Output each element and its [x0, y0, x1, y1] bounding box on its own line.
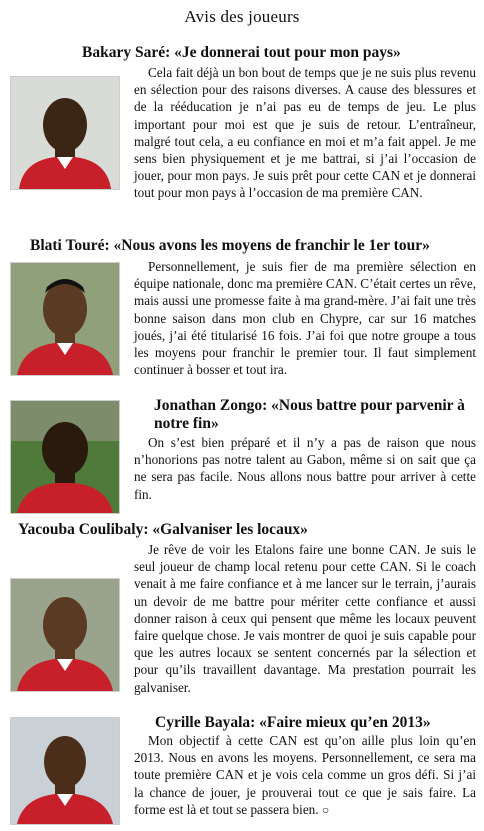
player-quote-text: Mon objectif à cette CAN est qu’on aille plus loin qu’en 2013. Nous en avons les moyens. Personnellement, ce sera ma toute première CAN et je vois cela comme un gros défi. Si j’ai la chance de jouer, je prouverai tout ce que je sais faire. La forme est là et tout se passera bien.	[134, 733, 476, 817]
player-portrait-image	[11, 718, 119, 824]
page-title: Avis des joueurs	[184, 7, 300, 26]
player-portrait-image	[11, 263, 119, 375]
player-quote: Je rêve de voir les Etalons faire une bonne CAN. Je suis le seul joueur de champ local retenu pour cette CAN. Si le coach venait à me faire confiance et à me lancer sur le terrain, j’aurais un devoir de me battre pour mériter cette confiance et aussi donner raison à ceux qui pensent que même les locaux peuvent faire quelque chose. Je vais montrer de quoi je suis capable pour que les autres locaux se sentent concernés par la sélection et pour qu’ils travaillent davantage. Ma prestation pourrait les galvaniser.	[134, 542, 476, 695]
player-photo	[10, 76, 120, 190]
player-quote: Cela fait déjà un bon bout de temps que je ne suis plus revenu en sélection pour des raisons diverses. A cause des blessures et de la rééducation je n’ai pas eu de temps de jeu. Le plus important pour moi est que je suis de retour. L’entraîneur, malgré tout cela, a eu confiance en moi et m’a fait appel. Je me sens bien physiquement et je me battrai, si j’ai l’occasion de jouer, pour mon pays. Je suis prêt pour cette CAN et je donnerai tout pour mon pays à l’occasion de ma première CAN.	[134, 65, 476, 201]
player-heading: Yacouba Coulibaly: «Galvaniser les locaux»	[18, 521, 308, 538]
player-heading: Blati Touré: «Nous avons les moyens de franchir le 1er tour»	[30, 237, 430, 254]
end-mark: ○	[321, 802, 330, 817]
player-portrait-image	[11, 77, 119, 189]
player-photo	[10, 262, 120, 376]
player-portrait-image	[11, 401, 119, 513]
player-photo	[10, 578, 120, 692]
player-quote: On s’est bien préparé et il n’y a pas de raison que nous n’honorions pas notre talent au Gabon, même si on sait que ça ne sera pas facile. Nous allons nous battre pour arriver à cette fin.	[134, 435, 476, 502]
player-photo	[10, 400, 120, 514]
player-heading: Cyrille Bayala: «Faire mieux qu’en 2013»	[155, 714, 431, 731]
player-photo	[10, 717, 120, 825]
player-quote	[134, 732, 476, 819]
player-heading: Jonathan Zongo: «Nous battre pour parvenir à notre fin»	[154, 397, 465, 432]
player-heading: Bakary Saré: «Je donnerai tout pour mon pays»	[82, 44, 401, 61]
player-quote: Personnellement, je suis fier de ma première sélection en équipe nationale, donc ma première CAN. C’était certes un rêve, mais aussi une promesse faite à ma grand-mère. J’ai fait une très bonne saison dans mon club en Chypre, car sur 16 matches joués, j’ai été titularisé 16 fois. J’ai foi que notre groupe a tous les moyens pour franchir le premier tour. Il faut simplement continuer à bosser et tout ira.	[134, 259, 477, 378]
player-portrait-image	[11, 579, 119, 691]
